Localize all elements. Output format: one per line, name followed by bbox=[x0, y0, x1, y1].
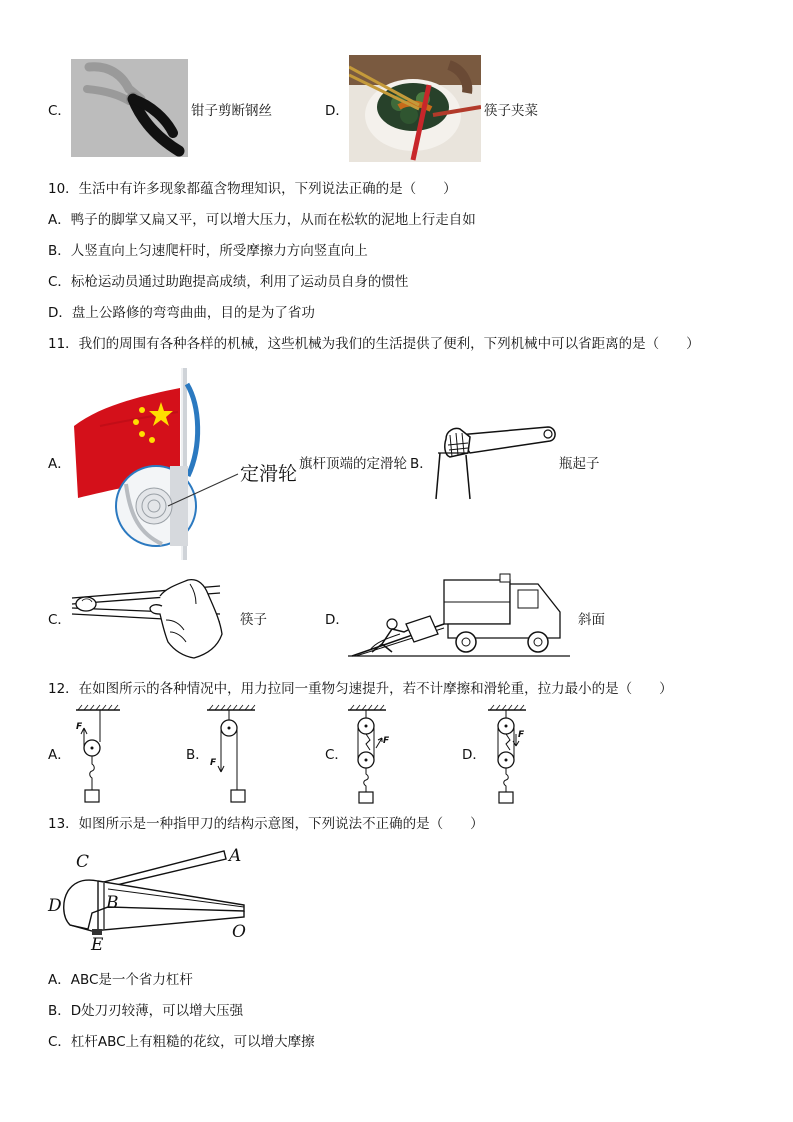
pliers-photo bbox=[71, 59, 188, 157]
lower-jaw bbox=[70, 911, 244, 931]
q13-option-b: B．D处刀刃较薄，可以增大压强 bbox=[48, 1003, 244, 1019]
point-label-c: C bbox=[76, 852, 90, 872]
point-label-b: B bbox=[106, 893, 119, 913]
force-label-a: F bbox=[76, 722, 83, 732]
chopsticks-food-photo bbox=[349, 55, 481, 162]
q11-option-d-caption: 斜面 bbox=[578, 612, 605, 628]
lever-abc bbox=[92, 851, 226, 887]
q13-option-c: C．杠杆ABC上有粗糙的花纹，可以增大摩擦 bbox=[48, 1034, 315, 1050]
q12-option-c-letter: C． bbox=[325, 747, 348, 763]
rope-line bbox=[187, 384, 198, 476]
bottle-opener-figure bbox=[428, 423, 558, 503]
q9-option-d-letter: D． bbox=[325, 103, 349, 119]
upper-jaw bbox=[64, 880, 244, 929]
pulley-setup-a bbox=[74, 704, 124, 806]
q12-option-d-letter: D． bbox=[462, 747, 486, 763]
pulley-setup-d bbox=[486, 704, 532, 806]
q9-option-c-caption: 钳子剪断钢丝 bbox=[191, 103, 272, 119]
point-label-o: O bbox=[232, 922, 246, 942]
q11-option-c-letter: C． bbox=[48, 612, 71, 628]
chopsticks-figure bbox=[70, 574, 225, 664]
q13-stem: 13．如图所示是一种指甲刀的结构示意图，下列说法不正确的是（ ） bbox=[48, 816, 484, 832]
q10-option-a: A．鸭子的脚掌又扁又平，可以增大压力，从而在松软的泥地上行走自如 bbox=[48, 212, 476, 228]
q10-option-c: C．标枪运动员通过助跑提高成绩，利用了运动员自身的惯性 bbox=[48, 274, 409, 290]
q10-option-d: D．盘上公路修的弯弯曲曲，目的是为了省功 bbox=[48, 305, 315, 321]
q11-option-a-letter: A． bbox=[48, 456, 71, 472]
q11-option-b-caption: 瓶起子 bbox=[559, 456, 600, 472]
q9-option-c-letter: C． bbox=[48, 103, 71, 119]
q12-option-b-letter: B． bbox=[186, 747, 209, 763]
q11-option-d-letter: D． bbox=[325, 612, 349, 628]
q9-option-d-caption: 筷子夹菜 bbox=[484, 103, 538, 119]
q11-stem: 11．我们的周围有各种各样的机械，这些机械为我们的生活提供了便利，下列机械中可以省距离的是（ ） bbox=[48, 336, 700, 352]
q10-option-b: B．人竖直向上匀速爬杆时，所受摩擦力方向竖直向上 bbox=[48, 243, 368, 259]
ramp-truck-figure bbox=[348, 572, 570, 658]
force-label-c: F bbox=[383, 736, 390, 746]
force-label-b: F bbox=[210, 758, 217, 768]
q12-option-a-letter: A． bbox=[48, 747, 71, 763]
point-label-d: D bbox=[48, 896, 62, 916]
q10-stem: 10．生活中有许多现象都蕴含物理知识，下列说法正确的是（ ） bbox=[48, 181, 457, 197]
q11-option-a-caption: 旗杆顶端的定滑轮 bbox=[299, 456, 407, 472]
point-label-a: A bbox=[229, 846, 242, 866]
q13-option-a: A．ABC是一个省力杠杆 bbox=[48, 972, 193, 988]
pulley-setup-c bbox=[346, 704, 392, 806]
pulley-setup-b bbox=[205, 704, 257, 806]
force-label-d: F bbox=[518, 730, 525, 740]
q11-option-c-caption: 筷子 bbox=[240, 612, 267, 628]
inset-label-fixed-pulley: 定滑轮 bbox=[240, 463, 298, 485]
q12-stem: 12．在如图所示的各种情况中，用力拉同一重物匀速提升，若不计摩擦和滑轮重，拉力最小的是（ ） bbox=[48, 681, 673, 697]
point-label-e: E bbox=[91, 935, 104, 955]
q11-option-b-letter: B． bbox=[410, 456, 433, 472]
